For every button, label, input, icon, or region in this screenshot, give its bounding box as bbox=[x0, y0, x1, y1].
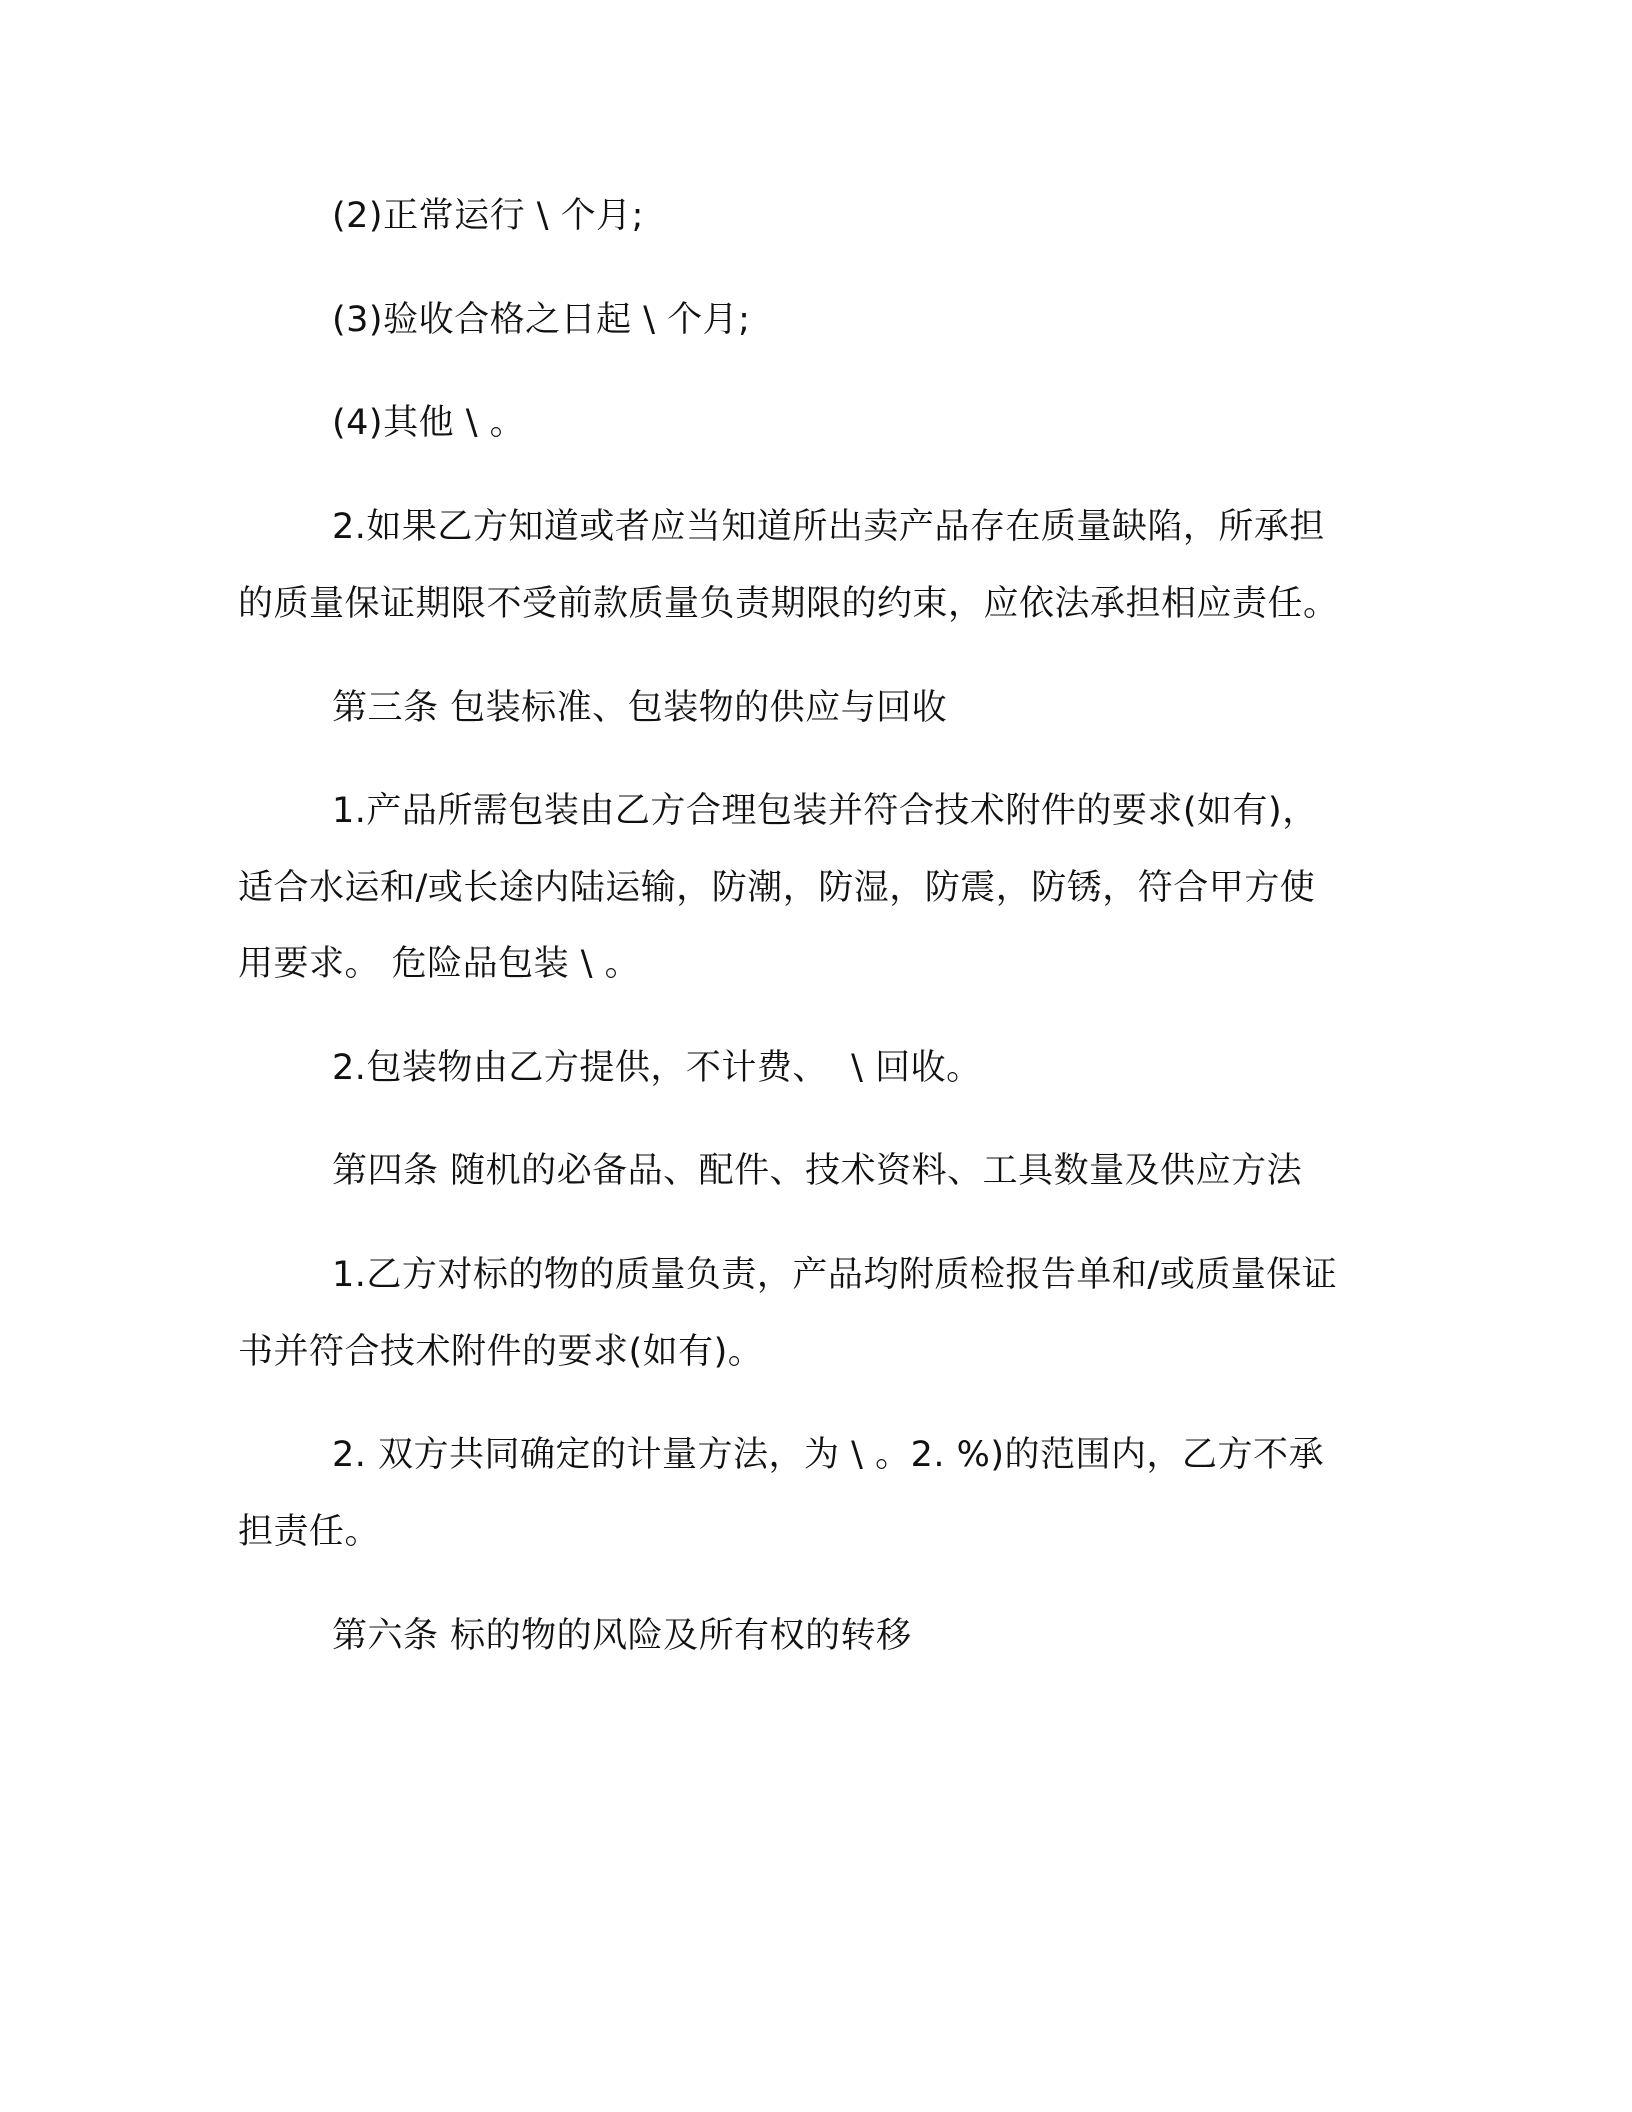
paragraph-line: 2.包装物由乙方提供，不计费、 \ 回收。 bbox=[332, 1048, 982, 1088]
article-heading-3: 第三条 包装标准、包装物的供应与回收 bbox=[332, 688, 948, 728]
article-heading-6: 第六条 标的物的风险及所有权的转移 bbox=[332, 1616, 912, 1656]
paragraph-line: 适合水运和/或长途内陆运输，防潮，防湿，防震，防锈，符合甲方使 bbox=[238, 868, 1316, 908]
paragraph-line: 1.乙方对标的物的质量负责，产品均附质检报告单和/或质量保证 bbox=[332, 1255, 1338, 1295]
article-heading-4: 第四条 随机的必备品、配件、技术资料、工具数量及供应方法 bbox=[332, 1151, 1303, 1191]
paragraph-line: 担责任。 bbox=[238, 1512, 381, 1552]
paragraph-line: 书并符合技术附件的要求(如有)。 bbox=[238, 1332, 764, 1372]
clause-item-4: (4)其他 \ 。 bbox=[332, 403, 526, 443]
paragraph-line: 用要求。 危险品包装 \ 。 bbox=[238, 944, 641, 984]
clause-item-3: (3)验收合格之日起 \ 个月; bbox=[332, 300, 751, 340]
paragraph-line: 1.产品所需包装由乙方合理包装并符合技术附件的要求(如有)， bbox=[332, 791, 1318, 831]
paragraph-line: 2.如果乙方知道或者应当知道所出卖产品存在质量缺陷，所承担 bbox=[332, 507, 1325, 547]
clause-item-2: (2)正常运行 \ 个月; bbox=[332, 196, 644, 236]
paragraph-line: 的质量保证期限不受前款质量负责期限的约束，应依法承担相应责任。 bbox=[238, 584, 1339, 624]
paragraph-line: 2. 双方共同确定的计量方法，为 \ 。2. %)的范围内，乙方不承 bbox=[332, 1435, 1324, 1475]
